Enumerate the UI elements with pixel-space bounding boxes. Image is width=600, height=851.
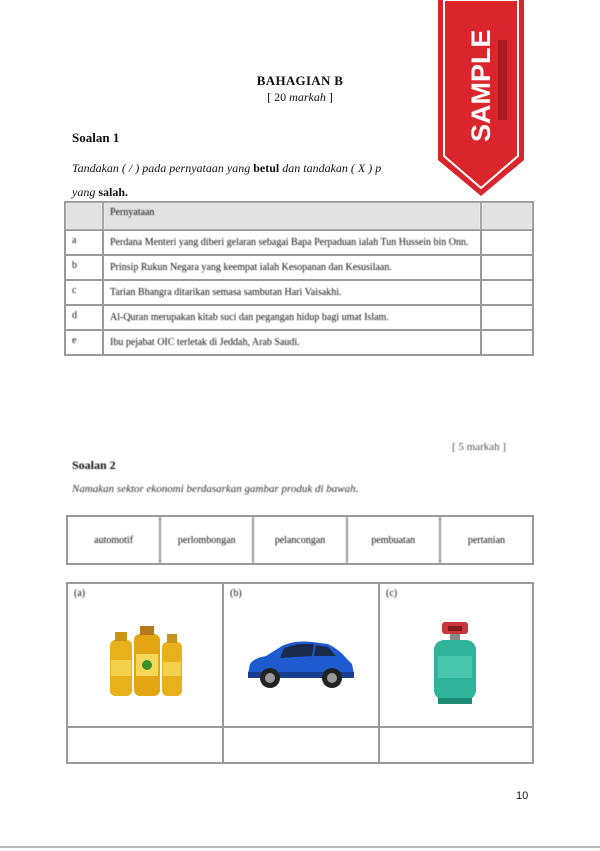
- row-label: a: [65, 230, 103, 255]
- row-statement: Perdana Menteri yang diberi gelaran sebagai Bapa Perpaduan ialah Tun Hussein bin Onn.: [103, 230, 481, 255]
- cell-label: (a): [74, 588, 86, 599]
- header-answer-cell: [481, 202, 533, 230]
- answer-cell-c[interactable]: [380, 726, 532, 762]
- cell-label: (b): [230, 588, 242, 599]
- row-statement: Tarian Bhangra ditarikan semasa sambutan Hari Vaisakhi.: [103, 280, 481, 305]
- answer-cell-b[interactable]: [224, 726, 380, 762]
- page-bottom-rule: [0, 846, 600, 848]
- header-statement-cell: Pernyataan: [103, 202, 481, 230]
- question-1-title: Soalan 1: [72, 130, 120, 145]
- sector-option: automotif: [68, 517, 161, 563]
- car-icon: [242, 634, 358, 690]
- question-1-instruction: Tandakan ( / ) pada pernyataan yang betul dan tandakan ( X ) p yang salah.: [72, 161, 382, 199]
- answer-cell[interactable]: [481, 305, 533, 330]
- row-label: c: [65, 280, 103, 305]
- table-row: [65, 330, 533, 355]
- section-title: BAHAGIAN B: [256, 73, 344, 88]
- answer-cell[interactable]: [481, 330, 533, 355]
- table-row: [65, 255, 533, 280]
- table-header-row: [65, 202, 533, 230]
- statement-table: [64, 201, 534, 356]
- table-row: [65, 230, 533, 255]
- sample-stamp-ribbon: [436, 0, 526, 200]
- row-label: d: [65, 305, 103, 330]
- sector-option: pertanian: [467, 534, 506, 546]
- image-cell-a: [68, 584, 224, 726]
- sector-option: pelancongan: [254, 517, 347, 563]
- question-2-instruction: Namakan sektor ekonomi berdasarkan gambar produk di bawah.: [72, 483, 359, 495]
- gas-cylinder-icon: [430, 620, 480, 706]
- row-label: b: [65, 255, 103, 280]
- question-2-title: Soalan 2: [72, 458, 116, 472]
- page-number: 10: [516, 790, 529, 802]
- cell-label: (c): [386, 588, 398, 599]
- answer-cell[interactable]: [481, 230, 533, 255]
- sector-option: pembuatan: [348, 517, 441, 563]
- sector-word-bank: [66, 515, 534, 565]
- row-statement: Al-Quran merupakan kitab suci dan pegangan hidup bagi umat Islam.: [103, 305, 481, 330]
- question-1-marks: [ 5 markah ]: [452, 441, 507, 453]
- row-statement: Prinsip Rukun Negara yang keempat ialah Kesopanan dan Kesusilaan.: [103, 255, 481, 280]
- sample-stamp-text: SAMPLE: [466, 29, 496, 142]
- cooking-oil-bottles-icon: [106, 624, 186, 700]
- answer-cell-a[interactable]: [68, 726, 224, 762]
- row-statement: Ibu pejabat OIC terletak di Jeddah, Arab Saudi.: [103, 330, 481, 355]
- table-row: [65, 280, 533, 305]
- section-marks: [ 20 markah ]: [267, 90, 333, 104]
- row-label: e: [65, 330, 103, 355]
- image-cell-c: [380, 584, 532, 726]
- image-cell-b: [224, 584, 380, 726]
- answer-cell[interactable]: [481, 280, 533, 305]
- sector-option: perlombongan: [161, 517, 254, 563]
- answer-cell[interactable]: [481, 255, 533, 280]
- header-label-cell: [65, 202, 103, 230]
- table-row: [65, 305, 533, 330]
- stamp-fine-print-strip: [498, 40, 507, 120]
- product-image-grid: [66, 582, 534, 764]
